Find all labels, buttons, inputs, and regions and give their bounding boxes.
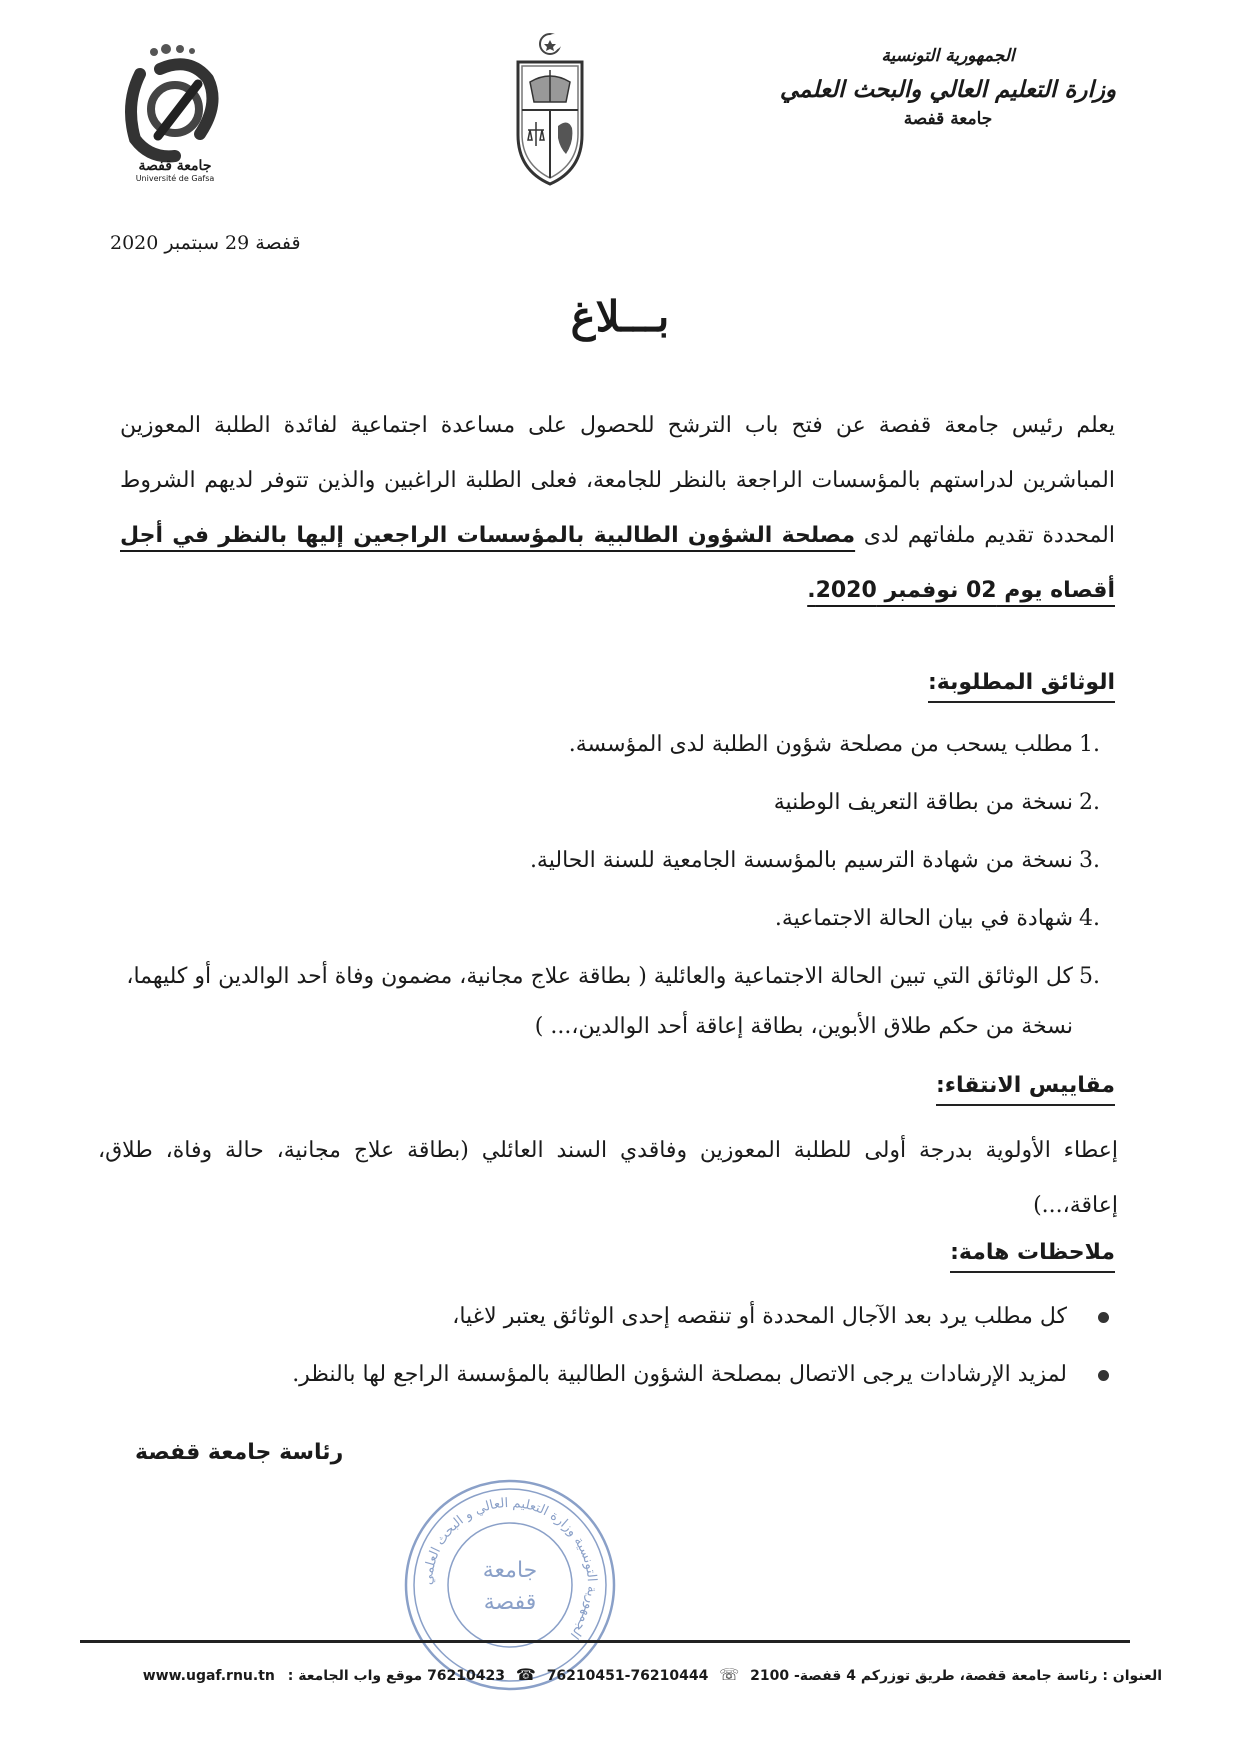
note-text: لمزيد الإرشادات يرجى الاتصال بمصلحة الشؤون الطالبية بالمؤسسة الراجع لها بالنظر.	[292, 1362, 1067, 1387]
footer-address: العنوان : رئاسة جامعة قفصة، طريق توزركم 4 قفصة- 2100	[750, 1668, 1162, 1684]
item-number: 4.	[1079, 906, 1100, 931]
ministry-header	[768, 46, 1128, 129]
footer	[80, 1665, 1162, 1684]
documents-list	[95, 720, 1115, 1052]
phone-icon: ☏	[719, 1665, 740, 1684]
item-number: 3.	[1079, 848, 1100, 873]
logo-name-fr: Université de Gafsa	[135, 174, 215, 183]
page-title: بـــلاغ	[570, 292, 670, 341]
list-item	[95, 1358, 1115, 1416]
stamp-ring-text: الجمهورية التونسية وزارة التعليم العالي و البحث العلمي	[420, 1495, 600, 1642]
notes-list	[95, 1300, 1115, 1416]
fax-icon: ☎	[515, 1665, 536, 1684]
official-stamp-icon	[400, 1475, 620, 1695]
list-item	[95, 1300, 1115, 1358]
announcement-paragraph	[120, 398, 1115, 618]
list-item	[95, 778, 1115, 836]
item-number: 2.	[1079, 790, 1100, 815]
stamp-line1: جامعة	[482, 1558, 538, 1583]
criteria-heading: مقاييس الانتقاء:	[936, 1073, 1115, 1106]
list-item	[95, 894, 1115, 952]
ministry-label: وزارة التعليم العالي والبحث العلمي	[779, 76, 1117, 103]
notes-heading: ملاحظات هامة:	[950, 1240, 1115, 1273]
item-text: نسخة من شهادة الترسيم بالمؤسسة الجامعية للسنة الحالية.	[529, 848, 1073, 873]
footer-divider	[80, 1640, 1130, 1643]
logo-name-ar: جامعة قفصة	[138, 158, 212, 174]
list-item	[95, 952, 1115, 1052]
republic-label: الجمهورية التونسية	[881, 46, 1015, 66]
documents-heading-wrap	[928, 670, 1115, 695]
footer-website-link[interactable]: www.ugaf.rnu.tn	[142, 1668, 275, 1684]
bullet-icon	[1098, 1370, 1109, 1381]
footer-fax: 76210423	[427, 1668, 505, 1684]
documents-heading: الوثائق المطلوبة:	[928, 670, 1115, 703]
document-date: قفصة 29 سبتمبر 2020	[110, 232, 301, 254]
item-number: 1.	[1079, 732, 1100, 757]
item-text: نسخة من بطاقة التعريف الوطنية	[773, 790, 1073, 815]
footer-website-label: موقع واب الجامعة :	[287, 1668, 423, 1684]
criteria-text: إعطاء الأولوية بدرجة أولى للطلبة المعوزين وفاقدي السند العائلي (بطاقة علاج مجانية، حالة وفاة، طلاق، إعاقة،...)	[98, 1138, 1118, 1218]
item-text: مطلب يسحب من مصلحة شؤون الطلبة لدى المؤسسة.	[568, 732, 1073, 757]
announcement-deadline: مصلحة الشؤون الطالبية بالمؤسسات الراجعين إليها بالنظر في أجل أقصاه يوم 02 نوفمبر 2020.	[120, 523, 1115, 603]
criteria-heading-wrap	[936, 1073, 1115, 1098]
list-item	[95, 836, 1115, 894]
list-item	[95, 720, 1115, 778]
item-number: 5.	[1079, 964, 1100, 989]
university-label: جامعة قفصة	[903, 109, 993, 129]
announcement-text: يعلم رئيس جامعة قفصة عن فتح باب الترشح للحصول على مساعدة اجتماعية لفائدة الطلبة المعوزين المباشرين لدراستهم بالمؤسسات الراجعة بالنظر للجامعة، فعلى الطلبة الراغبين والذين تتوفر لديهم الشروط المحددة تقديم ملفاتهم لدى	[120, 413, 1115, 548]
item-text: شهادة في بيان الحالة الاجتماعية.	[774, 906, 1073, 931]
coat-of-arms-icon	[510, 30, 590, 190]
bullet-icon	[1098, 1312, 1109, 1323]
item-text: كل الوثائق التي تبين الحالة الاجتماعية والعائلية ( بطاقة علاج مجانية، مضمون وفاة أحد الوالدين أو كليهما، نسخة من حكم طلاق الأبوين، بطاقة إعاقة أحد الوالدين،... )	[126, 964, 1073, 1039]
signature-label: رئاسة جامعة قفصة	[135, 1440, 344, 1465]
stamp-line2: قفصة	[483, 1590, 537, 1615]
note-text: كل مطلب يرد بعد الآجال المحددة أو تنقصه إحدى الوثائق يعتبر لاغيا،	[452, 1304, 1067, 1329]
notes-heading-wrap	[950, 1240, 1115, 1265]
university-logo-caption	[120, 158, 230, 183]
footer-phone: 76210444-76210451	[546, 1668, 709, 1684]
